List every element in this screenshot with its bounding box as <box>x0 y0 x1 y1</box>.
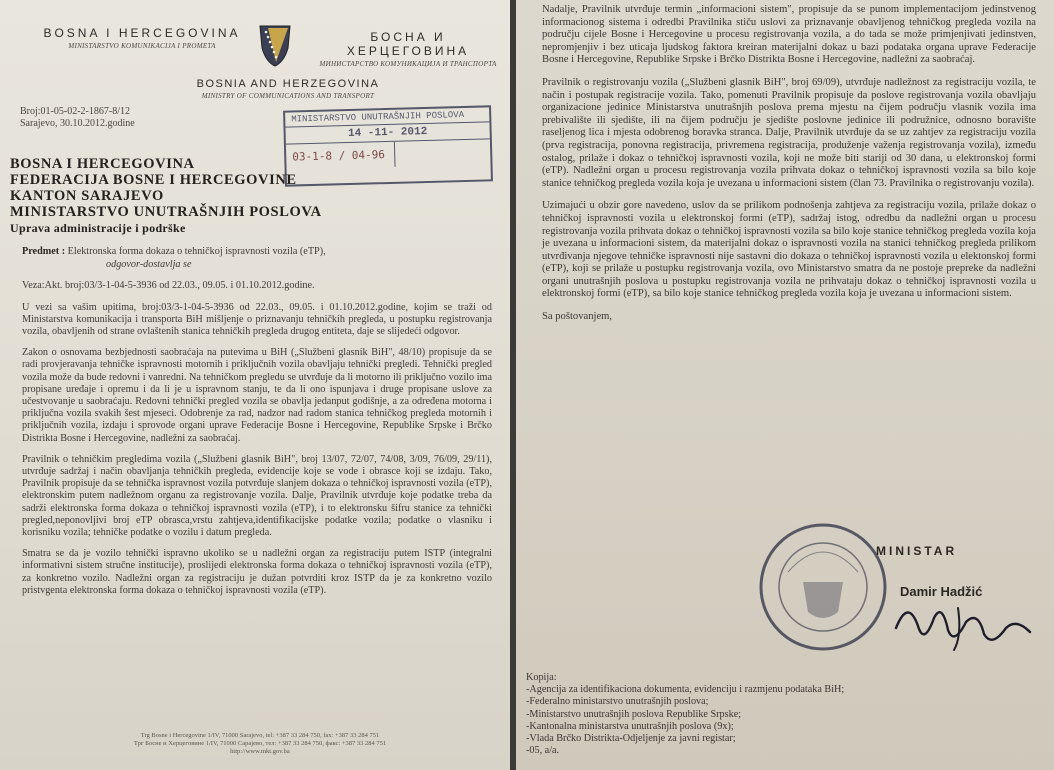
addressee-block <box>10 156 450 236</box>
closing-salutation: Sa poštovanjem, <box>542 311 613 323</box>
coat-of-arms-icon <box>258 24 292 68</box>
paragraph: Pravilnik o registrovanju vozila („Službeni glasnik BiH", broj 69/09), utvrđuje nadležnost za registraciju vozila, te način i postupak registracije vozila. Tako, pomenuti Pravilnik propisuje da poslove registrovanja vozila obavljaju organizacione jedinice Ministarstva unutrašnjih poslova prema mjestu na čijem području vlasnik vozila ima prebivalište ili sjedište, ili na čijem području je sjedište poslovne jedinice ili podružnice, odnosno boravište raseljenog lica i mjesta odobrenog boravka stranca. Dalje, Pravilnik utvrđuje da se uz zahtjev za registraciju vozila (prva registracija, ponovna registracija, privremena registracija, produženje važenja registrovanja vozila), između ostalog, prilaže i dokaz o tehničkoj ispravnosti vozila, koji ne može biti stariji od 30 dana, u elektronskoj formi (eTP). Nadležni organ u procesu registrovanja vozila prihvata dokaz o tehničkoj ispravnosti vozila sa bilo koje stanice tehničkog pregleda vozila koja je uvezana u informacioni sistem (član 73. Pravilnika o registrovanju vozila). <box>542 76 1036 189</box>
letterhead-ministry-cyrillic: МИНИСТАРСТВО КОМУНИКАЦИЈА И ТРАНСПОРТА <box>319 60 497 68</box>
paragraph: Uzimajući u obzir gore navedeno, uslov da se prilikom podnošenja zahtjeva za registraciju vozila, prilaže dokaz o tehničkoj ispravnosti vozila u elektronskoj formi (eTP), sadržaj istog, odredbu da nadležni organ u procesu registrovanja vozila prihvata dokaz o tehničkoj ispravnosti vozila sa bilo koje stanice tehničkog pregleda vozila koja je uvezana u informacioni sistem, da materijalni dokaz o ispravnosti vozila na stanici tehničkog pregleda prilikom utvrđivanja njegove tehničke ispravnosti nije sastavni dio dokaza o tehničkoj ispravnosti vozila u elektonskoj formi (eTP), koji se prilaže u postupku registrovanja vozila, ovo Ministarstvo smatra da ne postoje prepreke da nadležni organi unutrašnjih poslova u postupku registrovanja vozila ne prihvataju dokaz o tehničkoj ispravnosti vozila u elektronskoj formi (eTP), sa bilo koje stanice tehničkog pregleda vozila koja je uvezana u informacioni sistem. <box>542 200 1036 300</box>
letterhead-ministry-english: MINISTRY OF COMMUNICATIONS AND TRANSPORT <box>201 92 375 100</box>
copy-item: -Federalno ministarstvo unutrašnjih poslova; <box>526 696 709 708</box>
letter-body-left <box>22 246 492 606</box>
subject-text: Elektronska forma dokaza o tehničkoj ispravnosti vozila (eTP), <box>67 246 326 257</box>
subject-line <box>22 246 492 258</box>
copy-item: -Vlada Brčko Distrikta-Odjeljenje za javni registar; <box>526 733 736 745</box>
addressee-line-5: Uprava administracije i podrške <box>10 221 186 235</box>
letter-body-right <box>542 4 1036 324</box>
addressee-line-3: KANTON SARAJEVO <box>10 188 164 204</box>
letterhead-country-latin: BOSNA I HERCEGOVINA <box>43 26 241 40</box>
addressee-line-4: MINISTARSTVO UNUTRAŠNJIH POSLOVA <box>10 204 322 220</box>
subject-italic: odgovor-dostavlja se <box>106 259 192 271</box>
reference-block <box>20 106 135 130</box>
stamp-handwritten-number: 03-1-8 / 04-96 <box>286 142 395 170</box>
paragraph: Pravilnik o tehničkim pregledima vozila („Službeni glasnik BiH", broj 13/07, 72/07, 74/08, 3/09, 76/09, 29/11), utvrđuje sadržaj i način obavljanja tehničkih pregleda, evidencije koje se vode i obrasce koji se izdaju. Tako, Pravilnik propisuje da se tehnička ispravnost vozila potvrđuje slanjem dokaza o tehničkoj ispravnosti vozila (eTP), elektronskim putem nadležnom organu za registrovanje vozila. Dalje, Pravilnik utvrđuje koje podatke treba da sadrži elektronska forma dokaza o tehničkoj ispravnosti vozila (eTP), i to elektronsku šifru stanice za tehnički pregled,neponovljivi broj eTP obrasca,vrstu zahtjeva,identifikacijske podatke vozila; podatke o vlasniku i korisniku vozila; tehničke podatke o vozilu i datum pregleda. <box>22 453 492 539</box>
copy-list <box>526 672 1026 757</box>
stamp-date: 14 -11- 2012 <box>347 125 428 141</box>
handwritten-signature-icon <box>888 588 1038 658</box>
letterhead-english <box>158 78 418 100</box>
footer-line-latin: Trg Bosne i Hercegovine 1/IV, 71000 Sarajevo, tel: +387 33 284 750, fax: +387 33 284 751 <box>140 732 380 739</box>
subject-label: Predmet : <box>22 246 66 257</box>
footer-website: http://www.mkt.gov.ba <box>230 748 290 755</box>
copy-item: -Kantonalna ministarstva unutrašnjih poslova (9x); <box>526 720 734 732</box>
document-page-left <box>0 0 510 770</box>
signature-title: MINISTAR <box>876 544 958 558</box>
copy-item: -Agencija za identifikaciona dokumenta, evidenciju i razmjenu podataka BiH; <box>526 684 845 696</box>
paragraph: Nadalje, Pravilnik utvrđuje termin „informacioni sistem", propisuje da se punom implementacijom jedinstvenog informacionog sistema i odredbi Pravilnika stiču uslovi za priznavanje obavljenog tehničkog pregleda vozila na području cijele Bosne i Hercegovine u procesu registrovanja vozila, a do tada se može primjenjivati jedinstven, nepromjenjiv i bez uticaja ljudskog faktora kreiran materijalni dokaz u bazi podataka organa uprave Federacije Bosne i Hercegovine, Republike Srpske i Brčko Distrikta Bosne i Hercegovine, nadležni za saobraćaj. <box>542 4 1036 66</box>
letterhead-latin <box>42 26 242 50</box>
addressee-line-1: BOSNA I HERCEGOVINA <box>10 156 195 172</box>
letterhead-footer <box>90 732 430 756</box>
connection-line: Veza:Akt. broj:03/3-1-04-5-3936 od 22.03., 09.05. i 01.10.2012.godine. <box>22 280 315 292</box>
paragraph: U vezi sa vašim upitima, broj:03/3-1-04-5-3936 od 22.03., 09.05. i 01.10.2012.godine, kojim se traži od Ministarstva komunikacija i transporta BiH mišljenje o priznavanju tehničkih pregleda, u postupku registrovanja vozila, obavljenih od strane ovlaštenih stanica tehničkih pregleda drugog entiteta, daje se slijedeći odgovor. <box>22 301 492 338</box>
letterhead-country-cyrillic: БОСНА И ХЕРЦЕГОВИНА <box>346 30 470 58</box>
addressee-line-2: FEDERACIJA BOSNE I HERCEGOVINE <box>10 172 297 188</box>
paragraph: Zakon o osnovama bezbjednosti saobraćaja na putevima u BiH („Službeni glasnik BiH", 48/10) propisuje da se radi provjeravanja tehničke ispravnosti motornih i priključnih vozila obavljaju tehnički pregledi. Tehnički pregled vozila može da bude redovni i vanredni. Na tehničkom pregledu se utvrđuje da li motorno ili priključno vozilo ima propisane uređaje i opremu i da li je u ispravnom stanju, te da li ono ispunjava i druge propisane uslove za učestvovanje u saobraćaju. Redovni tehnički pregled vozila se obavlja jedanput godišnje, a za određena motorna i priključna vozila svakih šest mjeseci. Odobrenje za rad, nadzor nad radom stanica tehničkog pregleda motornih i priključnih vozila, izdaju i sprovode organi uprave Federacije Bosne i Hercegovine, Republike Srpske i Brčko Distrikta Bosne i Hercegovine, nadležni za saobraćaj. <box>22 347 492 444</box>
signature-name: Damir Hadžić <box>900 584 983 599</box>
reference-number: Broj:01-05-02-2-1867-8/12 <box>20 106 130 117</box>
reference-date: Sarajevo, 30.10.2012.godine <box>20 118 135 129</box>
letterhead-cyrillic <box>308 30 508 68</box>
stamp-header: MINISTARSTVO UNUTRAŠNJIH POSLOVA <box>285 107 489 127</box>
copy-label: Kopija: <box>526 672 557 683</box>
official-seal-icon <box>748 512 898 662</box>
footer-line-cyrillic: Трг Босне и Херцеговине 1/IV, 71000 Сарајево, тел: +387 33 284 750, факс: +387 33 284 751 <box>133 740 387 747</box>
document-page-right <box>516 0 1054 770</box>
letterhead-country-english: BOSNIA AND HERZEGOVINA <box>196 78 380 90</box>
copy-item: -Ministarstvo unutrašnjih poslova Republike Srpske; <box>526 708 742 720</box>
letterhead-ministry-latin: MINISTARSTVO KOMUNIKACIJA I PROMETA <box>68 42 216 50</box>
letterhead <box>28 18 497 118</box>
paragraph: Smatra se da je vozilo tehnički ispravno ukoliko se u nadležni organ za registraciju putem ISTP (integralni informativni sistem stručne institucije), proslijedi elektronska forma dokaza o tehničkoj ispravnosti vozila (eTP), za konkretno vozilo. Nadležni organ za registraciju je dužan potvrditi kroz ISTP da je za konkretno vozilo pristvgenta elektronska forma dokaza o tehničkoj ispravnosti vozila (eTP). <box>22 548 492 596</box>
copy-item: -05, a/a. <box>526 745 560 757</box>
